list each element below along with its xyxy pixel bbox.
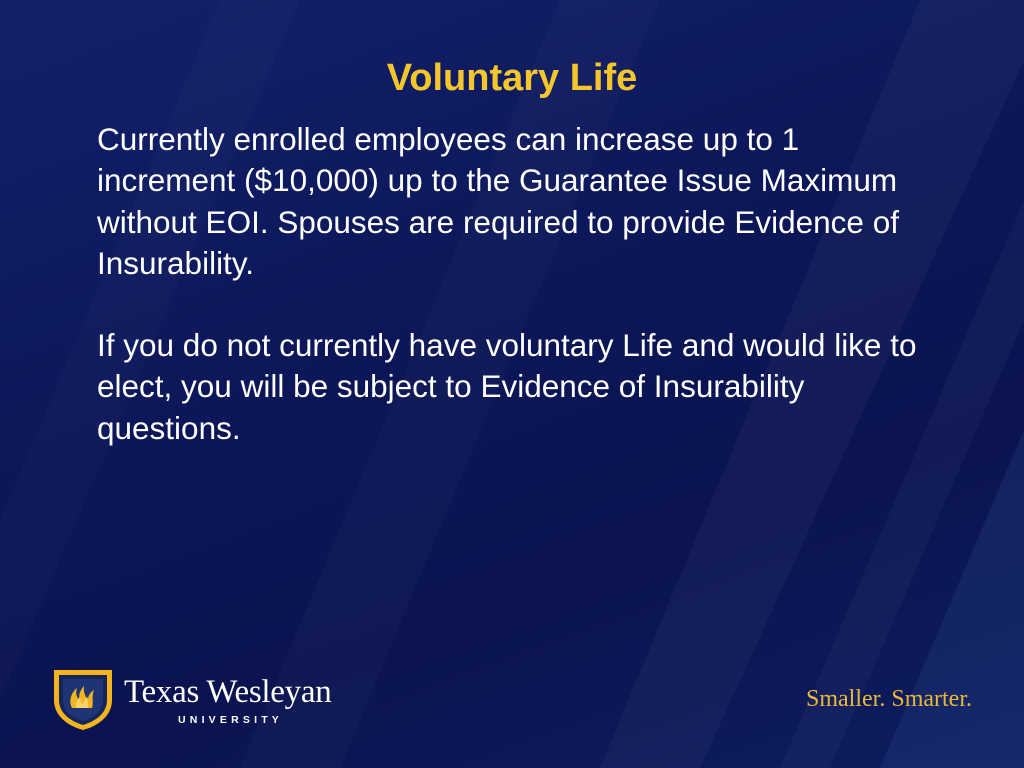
- logo-wordmark: Texas Wesleyan: [124, 674, 332, 710]
- body-paragraph-1: Currently enrolled employees can increase up to 1 increment ($10,000) up to the Guarantee Issue Maximum without EOI. Spouses are required to provide Evidence of Insurability.: [97, 121, 899, 281]
- shield-flame-icon: [50, 666, 116, 732]
- slide-body: [97, 119, 917, 449]
- tagline: Smaller. Smarter.: [806, 686, 972, 712]
- body-paragraph-2: If you do not currently have voluntary Life and would like to elect, you will be subject to Evidence of Insurability questions.: [97, 327, 917, 446]
- university-logo: [50, 666, 350, 736]
- logo-subtitle: UNIVERSITY: [178, 714, 284, 726]
- slide-title: Voluntary Life: [386, 57, 638, 99]
